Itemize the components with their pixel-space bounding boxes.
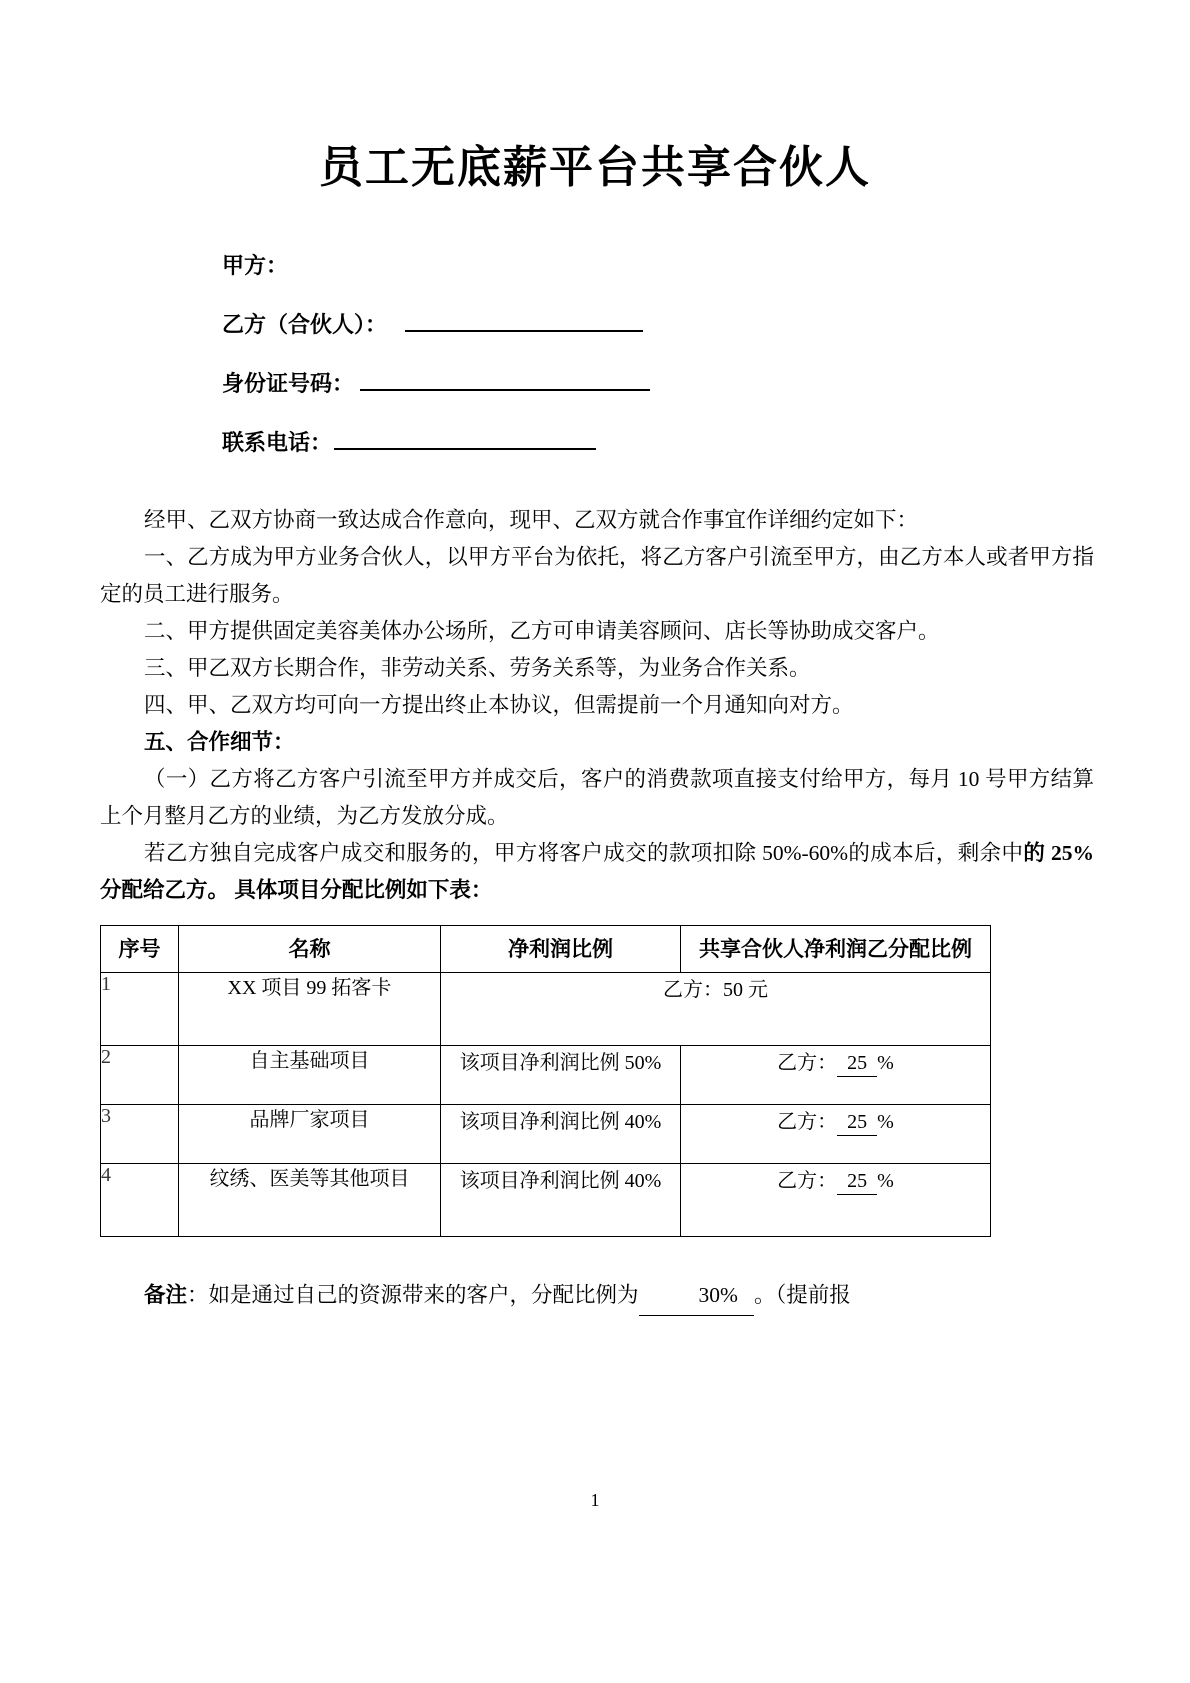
cell-name: 纹绣、医美等其他项目 [179, 1164, 441, 1237]
table-row [101, 1046, 991, 1105]
contract-body [0, 502, 1190, 909]
share-suffix: % [877, 1052, 894, 1074]
id-number-line [222, 373, 1090, 395]
share-suffix: % [877, 1170, 894, 1192]
clause-3: 三、甲乙双方长期合作，非劳动关系、劳务关系等，为业务合作关系。 [144, 656, 811, 680]
table-row [101, 1105, 991, 1164]
cell-name: 自主基础项目 [179, 1046, 441, 1105]
cell-partner-share [681, 1046, 991, 1105]
cell-index: 3 [101, 1105, 179, 1164]
cell-net-profit-ratio: 该项目净利润比例 50% [441, 1046, 681, 1105]
page-number: 1 [590, 1490, 600, 1510]
column-header-net-profit-ratio: 净利润比例 [441, 926, 681, 973]
id-number-label: 身份证号码： [222, 371, 355, 396]
party-b-line [222, 314, 1090, 336]
party-a-line [222, 255, 1090, 277]
clause-5-2-bold-text: 的 25%分配给乙方。 具体项目分配比例如下表： [100, 841, 1094, 902]
cell-index: 2 [101, 1046, 179, 1105]
party-information-block [0, 255, 1190, 454]
clause-1: 一、乙方成为甲方业务合伙人，以甲方平台为依托，将乙方客户引流至甲方，由乙方本人或者甲方指定的员工进行服务。 [100, 545, 1094, 606]
cell-net-profit-ratio: 该项目净利润比例 40% [441, 1105, 681, 1164]
table-row [101, 1164, 991, 1237]
footer-note [100, 1277, 1094, 1316]
column-header-name: 名称 [179, 926, 441, 973]
note-text-before: ：如是通过自己的资源带来的客户，分配比例为 [187, 1283, 639, 1307]
cell-index: 4 [101, 1164, 179, 1237]
share-suffix: % [877, 1111, 894, 1133]
intro-paragraph: 经甲、乙双方协商一致达成合作意向，现甲、乙双方就合作事宜作详细约定如下： [144, 508, 919, 532]
table-row [101, 973, 991, 1046]
allocation-table-wrapper [0, 925, 1190, 1237]
cell-index: 1 [101, 973, 179, 1046]
footer-note-wrapper [0, 1277, 1190, 1316]
party-b-fill-field[interactable] [405, 329, 643, 332]
share-value-field[interactable]: 25 [837, 1052, 877, 1077]
note-label: 备注 [144, 1283, 188, 1307]
party-b-label: 乙方（合伙人）： [222, 312, 388, 337]
phone-fill-field[interactable] [334, 447, 596, 450]
cell-merged-amount: 乙方：50 元 [441, 973, 991, 1046]
cell-partner-share [681, 1105, 991, 1164]
note-value-field[interactable]: 30% [639, 1277, 754, 1316]
clause-5-2-normal-text: 若乙方独自完成客户成交和服务的，甲方将客户成交的款项扣除 50%-60%的成本后，剩余中 [144, 841, 1024, 865]
share-value-field[interactable]: 25 [837, 1170, 877, 1195]
party-a-label: 甲方： [222, 253, 289, 278]
id-number-fill-field[interactable] [360, 388, 650, 391]
phone-line [222, 432, 1090, 454]
share-label: 乙方： [777, 1052, 838, 1074]
cell-name: XX 项目 99 拓客卡 [179, 973, 441, 1046]
note-text-after: 。（提前报 [753, 1283, 851, 1307]
cell-name: 品牌厂家项目 [179, 1105, 441, 1164]
cell-net-profit-ratio: 该项目净利润比例 40% [441, 1164, 681, 1237]
clause-2: 二、甲方提供固定美容美体办公场所，乙方可申请美容顾问、店长等协助成交客户。 [144, 619, 940, 643]
phone-label: 联系电话： [222, 430, 333, 455]
clause-5-1: （一）乙方将乙方客户引流至甲方并成交后，客户的消费款项直接支付给甲方，每月 10 号甲方结算上个月整月乙方的业绩，为乙方发放分成。 [100, 767, 1094, 828]
share-label: 乙方： [777, 1111, 838, 1133]
clause-4: 四、甲、乙双方均可向一方提出终止本协议，但需提前一个月通知向对方。 [144, 693, 854, 717]
share-label: 乙方： [777, 1170, 838, 1192]
share-value-field[interactable]: 25 [837, 1111, 877, 1136]
clause-5-2 [100, 835, 1094, 909]
column-header-partner-share-ratio: 共享合伙人净利润乙分配比例 [681, 926, 991, 973]
cell-partner-share [681, 1164, 991, 1237]
table-header-row [101, 926, 991, 973]
allocation-table [100, 925, 991, 1237]
page-title: 员工无底薪平台共享合伙人 [319, 143, 871, 192]
clause-5-heading: 五、合作细节： [144, 730, 295, 754]
column-header-index: 序号 [101, 926, 179, 973]
